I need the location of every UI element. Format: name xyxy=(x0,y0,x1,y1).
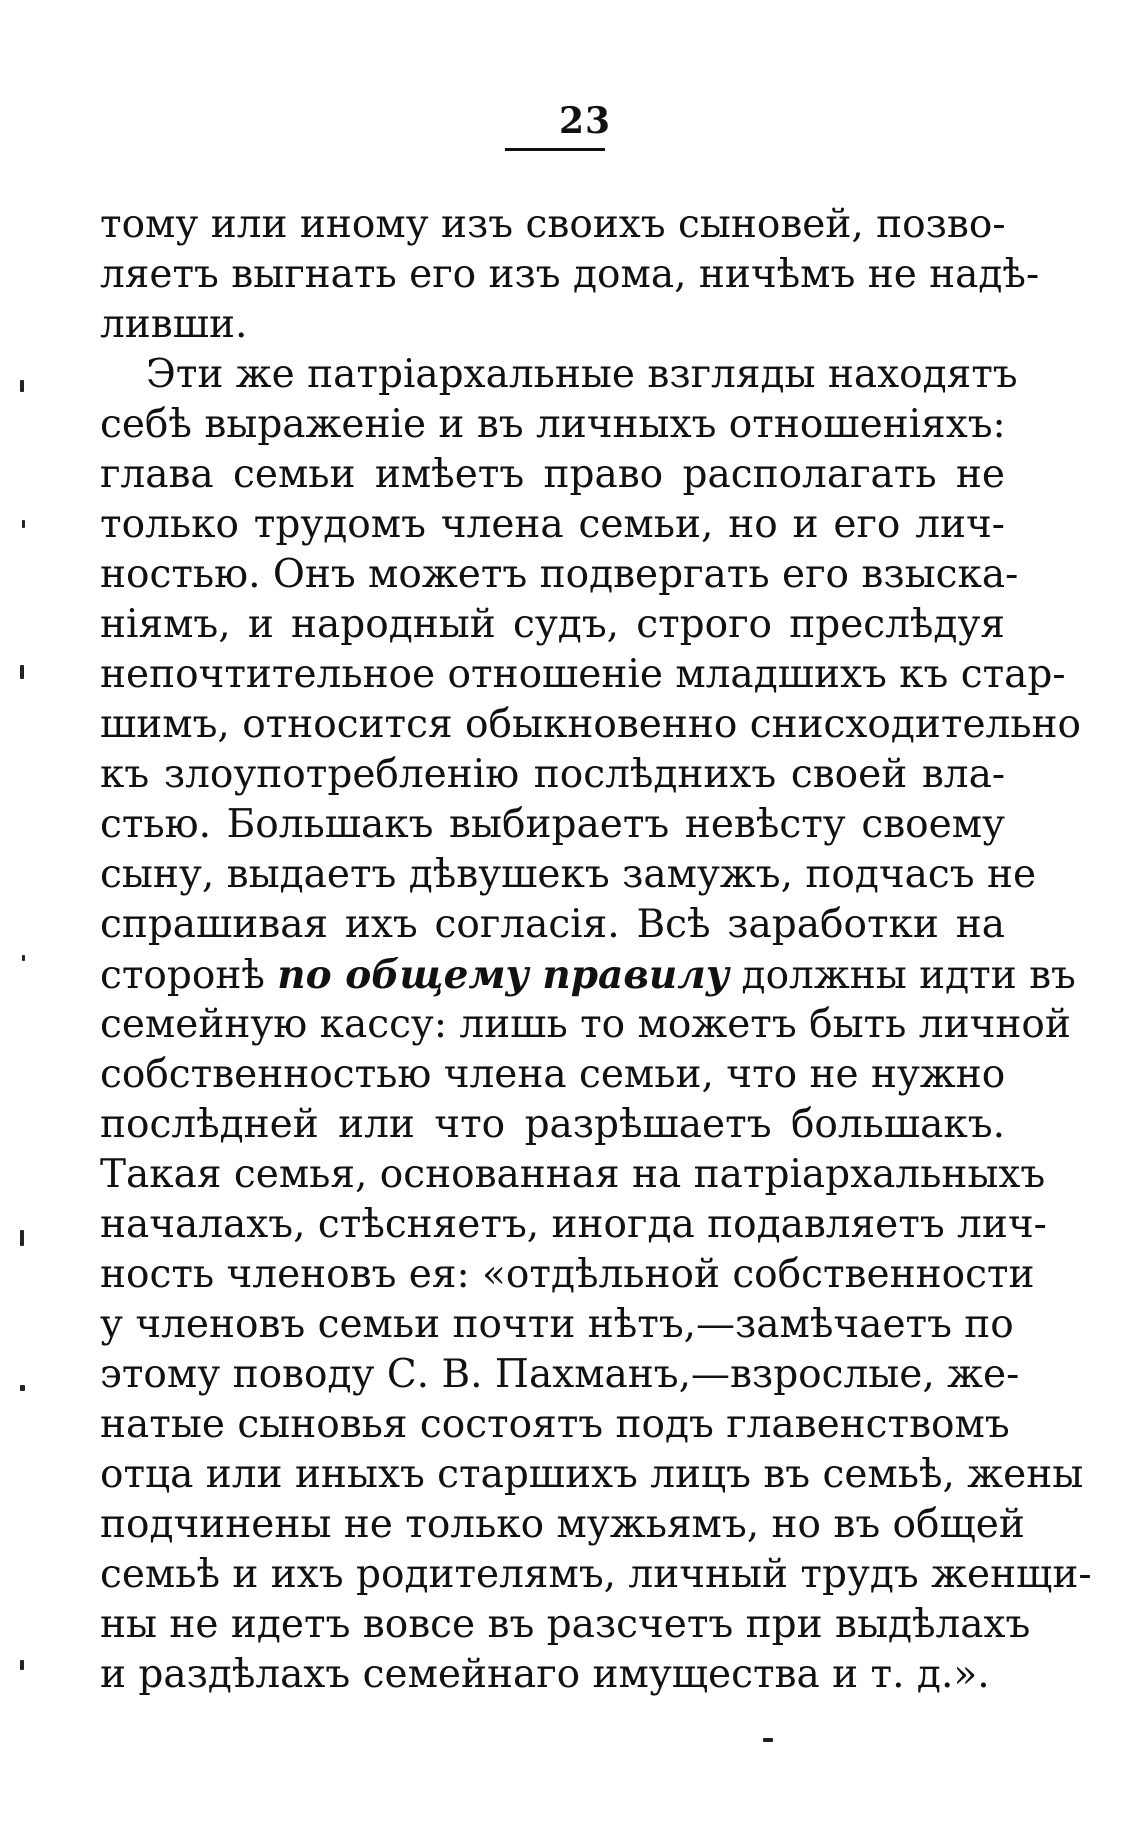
text-line: ливши. xyxy=(100,302,248,347)
text-line: семьѣ и ихъ родителямъ, личный трудъ женщи- xyxy=(100,1552,1092,1597)
text-line: ніямъ, и народный судъ, строго преслѣдуя xyxy=(100,602,1005,647)
text-line: семейную кассу: лишь то можетъ быть личной xyxy=(100,1002,1071,1047)
page-number-rule xyxy=(505,148,605,151)
page-number: 23 xyxy=(558,100,612,142)
scan-speck xyxy=(20,1230,24,1246)
scan-speck xyxy=(20,380,24,392)
text-line: стью. Большакъ выбираетъ невѣсту своему xyxy=(100,802,1005,847)
italic-emphasis: по общему правилу xyxy=(277,952,730,998)
scan-speck xyxy=(22,520,25,528)
text-line: этому поводу С. В. Пахманъ,—взрослые, же- xyxy=(100,1352,1020,1397)
text-line: у членовъ семьи почти нѣтъ,—замѣчаетъ по xyxy=(100,1302,1014,1347)
text-line: Эти же патріархальные взгляды находятъ xyxy=(146,352,1018,397)
scan-speck xyxy=(20,1660,24,1670)
text-line-with-emphasis xyxy=(100,950,1076,1000)
scan-speck xyxy=(22,955,25,961)
scan-speck xyxy=(763,1738,773,1742)
text-line: подчинены не только мужьямъ, но въ общей xyxy=(100,1502,1025,1547)
text-line: шимъ, относится обыкновенно снисходительно xyxy=(100,702,1082,747)
text-line: ность членовъ ея: «отдѣльной собственности xyxy=(100,1252,1035,1297)
text-line: началахъ, стѣсняетъ, иногда подавляетъ лич- xyxy=(100,1202,1047,1247)
scan-speck xyxy=(20,1385,25,1391)
text-line: послѣдней или что разрѣшаетъ большакъ. xyxy=(100,1102,1005,1147)
text-segment: сторонѣ xyxy=(100,953,278,998)
scan-speck xyxy=(20,665,24,679)
body-text xyxy=(100,200,1092,1700)
text-line: къ злоупотребленію послѣднихъ своей вла- xyxy=(100,752,1005,797)
text-line: спрашивая ихъ согласія. Всѣ заработки на xyxy=(100,902,1005,947)
text-line: только трудомъ члена семьи, но и его лич- xyxy=(100,502,1005,547)
text-line: непочтительное отношеніе младшихъ къ стар- xyxy=(100,652,1066,697)
text-line: глава семьи имѣетъ право располагать не xyxy=(100,452,1005,497)
text-line: собственностью члена семьи, что не нужно xyxy=(100,1052,1006,1097)
text-line: ляетъ выгнать его изъ дома, ничѣмъ не надѣ- xyxy=(100,252,1040,297)
text-line: ностью. Онъ можетъ подвергать его взыска- xyxy=(100,552,1019,597)
text-line: Такая семья, основанная на патріархальныхъ xyxy=(100,1152,1046,1197)
text-line: отца или иныхъ старшихъ лицъ въ семьѣ, жены xyxy=(100,1452,1084,1497)
text-line: себѣ выраженіе и въ личныхъ отношеніяхъ: xyxy=(100,402,1006,447)
text-line: ны не идетъ вовсе въ разсчетъ при выдѣлахъ xyxy=(100,1602,1031,1647)
text-line: и раздѣлахъ семейнаго имущества и т. д.». xyxy=(100,1652,990,1697)
text-line: натые сыновья состоятъ подъ главенствомъ xyxy=(100,1402,1010,1447)
text-line: сыну, выдаетъ дѣвушекъ замужъ, подчасъ не xyxy=(100,852,1037,897)
text-line: тому или иному изъ своихъ сыновей, позво- xyxy=(100,202,1006,247)
text-segment: должны идти въ xyxy=(729,953,1076,998)
